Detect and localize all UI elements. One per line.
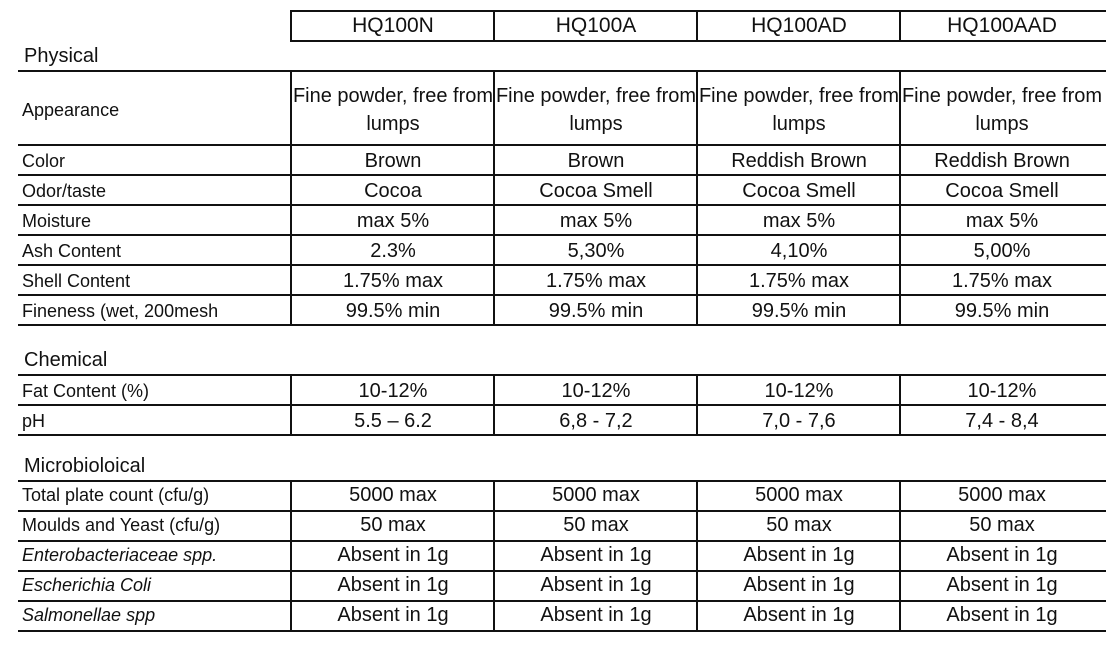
cell-value: 1.75% max (748, 270, 850, 292)
cell-value: max 5% (559, 210, 633, 232)
table-row (18, 146, 1106, 176)
cell-value: 1.75% max (545, 270, 647, 292)
column-rule (493, 10, 495, 42)
row-rule (18, 404, 1106, 406)
row-rule (18, 374, 1106, 376)
cell-value: Fine powder, free from lumps (292, 85, 494, 135)
cell-value: 10-12% (967, 380, 1037, 402)
cell-value: Absent in 1g (337, 544, 449, 566)
cell-value: 5.5 – 6.2 (354, 410, 432, 432)
section-heading (18, 344, 1106, 374)
row-label: Enterobacteriaceae spp. (22, 544, 218, 565)
column-header: HQ100A (555, 14, 637, 37)
row-label: Ash Content (22, 240, 122, 261)
header-rule (290, 10, 1106, 12)
table-row (18, 206, 1106, 236)
cell-value: Absent in 1g (540, 604, 652, 626)
row-label: Salmonellae spp (22, 604, 156, 625)
cell-value: 5,00% (973, 240, 1031, 262)
table-row (18, 70, 1106, 150)
column-rule (696, 480, 698, 632)
row-label: Color (22, 150, 66, 171)
cell-value: 5000 max (552, 484, 640, 506)
cell-value: 1.75% max (342, 270, 444, 292)
row-rule (18, 600, 1106, 602)
table-row (18, 176, 1106, 206)
column-rule (493, 480, 495, 632)
column-rule (493, 70, 495, 326)
column-rule (290, 480, 292, 632)
column-rule (899, 480, 901, 632)
cell-value: 99.5% min (751, 300, 847, 322)
column-rule (696, 374, 698, 436)
cell-value: 99.5% min (345, 300, 441, 322)
cell-value: 6,8 - 7,2 (559, 410, 633, 432)
column-header: HQ100N (352, 14, 434, 37)
row-rule (18, 480, 1106, 482)
cell-value: Fine powder, free from lumps (495, 85, 697, 135)
cell-value: Reddish Brown (934, 150, 1070, 172)
row-rule (18, 264, 1106, 266)
cell-value: Reddish Brown (731, 150, 867, 172)
section-heading (18, 42, 1106, 70)
cell-value: 2.3% (370, 240, 416, 262)
table-row (18, 376, 1106, 406)
cell-value: max 5% (965, 210, 1039, 232)
cell-value: Cocoa Smell (539, 180, 653, 202)
table-row (18, 296, 1106, 326)
cell-value: 99.5% min (954, 300, 1050, 322)
row-label: Odor/taste (22, 180, 107, 201)
cell-value: Absent in 1g (946, 574, 1058, 596)
column-rule (899, 374, 901, 436)
cell-value: Absent in 1g (743, 544, 855, 566)
row-label: Shell Content (22, 270, 131, 291)
row-label: pH (22, 410, 46, 431)
cell-value: 10-12% (358, 380, 428, 402)
cell-value: Cocoa Smell (742, 180, 856, 202)
cell-value: Brown (567, 150, 625, 172)
table-row (18, 570, 1106, 600)
cell-value: 4,10% (770, 240, 828, 262)
cell-value: 7,4 - 8,4 (965, 410, 1039, 432)
table-row (18, 600, 1106, 630)
section-title: Chemical (24, 349, 108, 371)
row-rule (18, 204, 1106, 206)
cell-value: 5000 max (349, 484, 437, 506)
cell-value: 10-12% (764, 380, 834, 402)
row-rule (18, 234, 1106, 236)
column-header: HQ100AAD (947, 14, 1057, 37)
row-rule (18, 570, 1106, 572)
cell-value: Absent in 1g (540, 544, 652, 566)
cell-value: 1.75% max (951, 270, 1053, 292)
section-heading (18, 450, 1106, 480)
cell-value: 10-12% (561, 380, 631, 402)
cell-value: Fine powder, free from lumps (698, 85, 900, 135)
cell-value: 7,0 - 7,6 (762, 410, 836, 432)
cell-value: 50 max (969, 514, 1035, 536)
row-label: Moulds and Yeast (cfu/g) (22, 514, 221, 535)
header-rule (290, 40, 1106, 42)
header-row (18, 10, 1106, 42)
row-label: Appearance (22, 99, 120, 120)
cell-value: 99.5% min (548, 300, 644, 322)
table-row (18, 266, 1106, 296)
table-row (18, 510, 1106, 540)
cell-value: 50 max (360, 514, 426, 536)
cell-value: Absent in 1g (337, 574, 449, 596)
row-label: Moisture (22, 210, 92, 231)
row-rule (18, 510, 1106, 512)
cell-value: max 5% (762, 210, 836, 232)
row-rule (18, 630, 1106, 632)
cell-value: Cocoa Smell (945, 180, 1059, 202)
table-row (18, 540, 1106, 570)
column-rule (899, 70, 901, 326)
row-label: Fat Content (%) (22, 380, 150, 401)
cell-value: Absent in 1g (743, 574, 855, 596)
cell-value: Cocoa (364, 180, 422, 202)
row-rule (18, 434, 1106, 436)
cell-value: max 5% (356, 210, 430, 232)
cell-value: Fine powder, free from lumps (901, 85, 1103, 135)
row-rule (18, 174, 1106, 176)
row-label: Escherichia Coli (22, 574, 152, 595)
row-rule (18, 540, 1106, 542)
row-rule (18, 324, 1106, 326)
column-rule (696, 10, 698, 42)
row-rule (18, 70, 1106, 72)
cell-value: 50 max (563, 514, 629, 536)
column-rule (290, 374, 292, 436)
cell-value: Absent in 1g (946, 544, 1058, 566)
column-rule (290, 10, 292, 42)
cell-value: 5000 max (958, 484, 1046, 506)
column-rule (290, 70, 292, 326)
row-label: Fineness (wet, 200mesh (22, 300, 219, 321)
cell-value: Absent in 1g (337, 604, 449, 626)
section-title: Microbioloical (24, 455, 146, 477)
column-header: HQ100AD (751, 14, 847, 37)
cell-value: Absent in 1g (540, 574, 652, 596)
cell-value: Absent in 1g (946, 604, 1058, 626)
row-rule (18, 294, 1106, 296)
column-rule (899, 10, 901, 42)
column-rule (493, 374, 495, 436)
table-row (18, 406, 1106, 436)
cell-value: 5,30% (567, 240, 625, 262)
table-row (18, 236, 1106, 266)
section-title: Physical (24, 45, 99, 67)
cell-value: Brown (364, 150, 422, 172)
row-label: Total plate count (cfu/g) (22, 484, 210, 505)
cell-value: Absent in 1g (743, 604, 855, 626)
cell-value: 5000 max (755, 484, 843, 506)
column-rule (696, 70, 698, 326)
table-row (18, 480, 1106, 510)
row-rule (18, 144, 1106, 146)
cell-value: 50 max (766, 514, 832, 536)
